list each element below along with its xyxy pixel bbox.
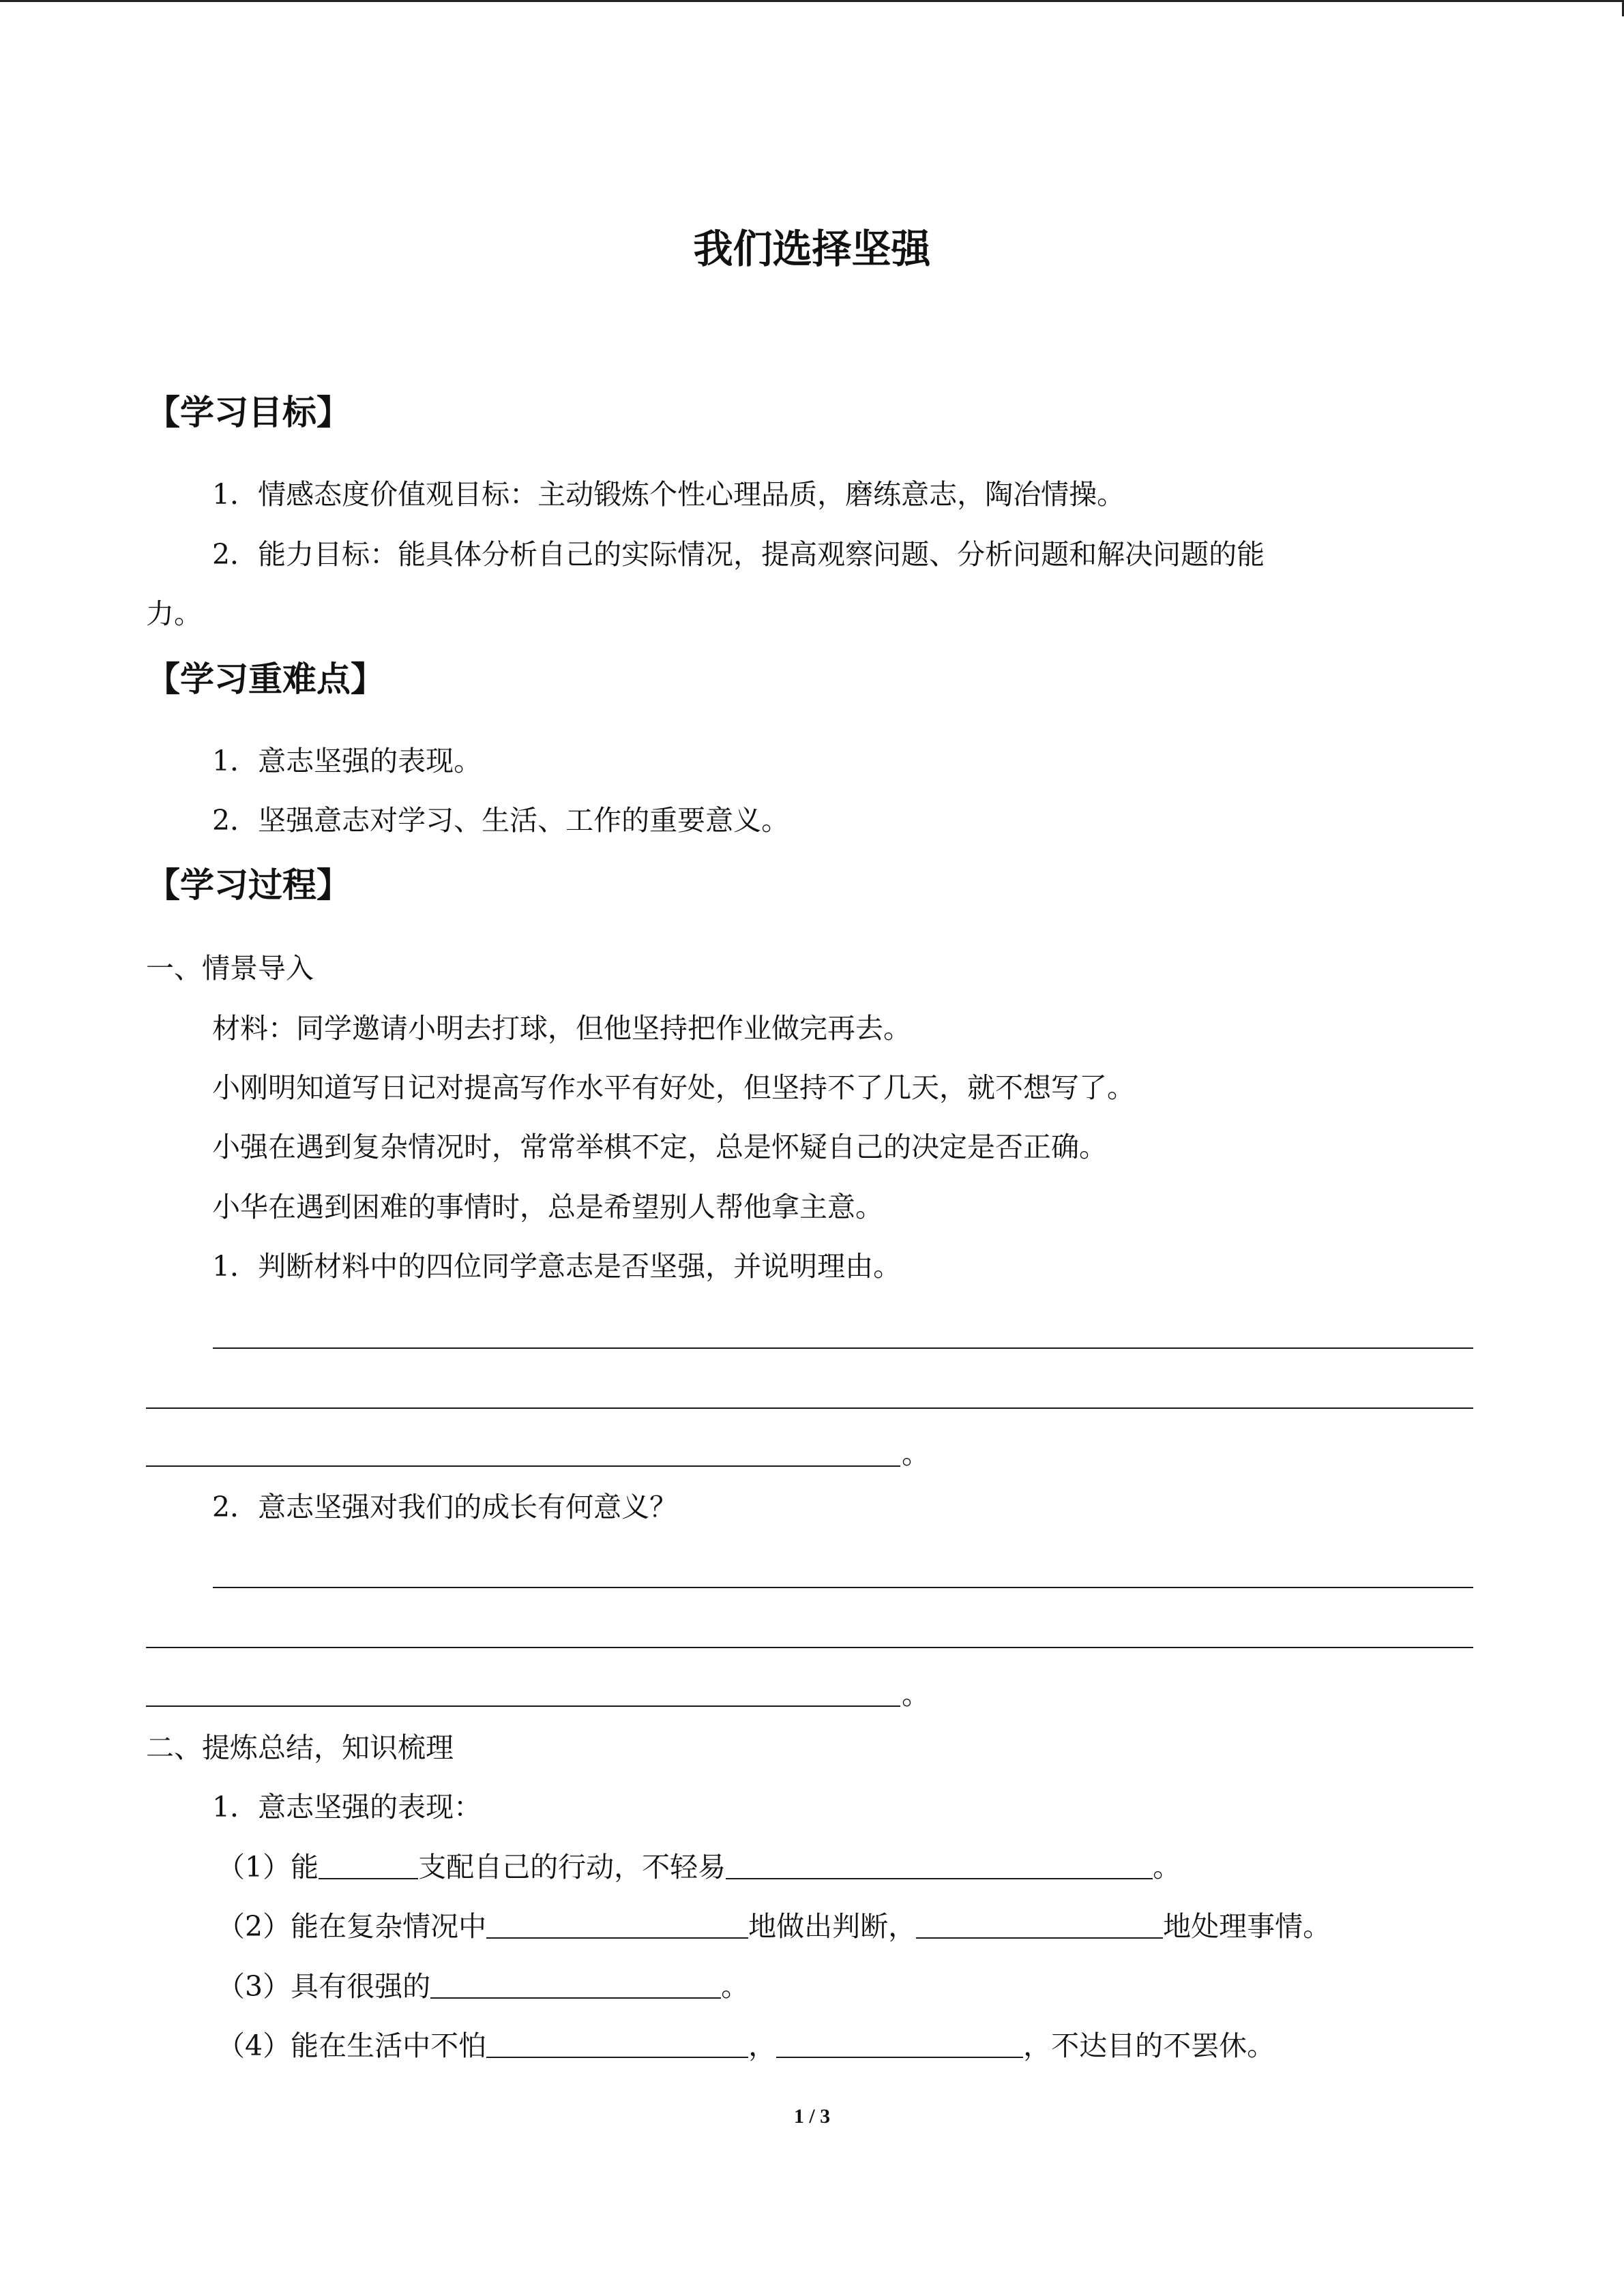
- fill-item-2: [217, 1910, 1331, 1943]
- answer-line[interactable]: [213, 1347, 1473, 1349]
- key-point-1: 1．意志坚强的表现。: [212, 745, 482, 777]
- case-xiaoqiang: 小强在遇到复杂情况时，常常举棋不定，总是怀疑自己的决定是否正确。: [212, 1131, 1107, 1163]
- fill-blank[interactable]: [916, 1913, 1163, 1939]
- answer-line[interactable]: [146, 1465, 900, 1467]
- fill-item-1: [217, 1853, 1181, 1881]
- fill-blank[interactable]: [726, 1853, 1153, 1879]
- fill-item-3: [217, 1970, 750, 2003]
- page-title: 我们选择坚强: [693, 226, 931, 272]
- objective-2-line2: 力。: [146, 597, 202, 630]
- fill-blank[interactable]: [486, 2032, 748, 2058]
- question-1: 1．判断材料中的四位同学意志是否坚强，并说明理由。: [212, 1250, 902, 1283]
- answer-line[interactable]: [146, 1705, 900, 1707]
- fill-4-prefix: （4）能在生活中不怕: [217, 2029, 487, 2062]
- fill-1-middle: 支配自己的行动，不轻易: [418, 1851, 726, 1883]
- section1-title: 一、情景导入: [146, 952, 314, 985]
- fill-1-end: 。: [1153, 1851, 1181, 1883]
- fill-blank[interactable]: [776, 2032, 1023, 2058]
- process-heading: 【学习过程】: [146, 865, 351, 905]
- case-xiaogang: 小刚明知道写日记对提高写作水平有好处，但坚持不了几天，就不想写了。: [212, 1071, 1135, 1104]
- fill-1-prefix: （1）能: [217, 1851, 319, 1883]
- fill-3-end: 。: [721, 1970, 750, 2003]
- key-point-2: 2．坚强意志对学习、生活、工作的重要意义。: [212, 804, 790, 837]
- fill-blank[interactable]: [486, 1913, 748, 1939]
- answer-line[interactable]: [146, 1407, 1473, 1409]
- answer-end-mark: 。: [902, 1678, 930, 1711]
- page-top-border: [0, 0, 1624, 2]
- fill-blank[interactable]: [430, 1973, 721, 1999]
- fill-2-prefix: （2）能在复杂情况中: [217, 1910, 487, 1943]
- fill-4-end: ，不达目的不罢休。: [1023, 2029, 1275, 2062]
- question-2: 2．意志坚强对我们的成长有何意义？: [212, 1491, 678, 1523]
- objectives-heading: 【学习目标】: [146, 393, 351, 432]
- fill-4-comma: ，: [748, 2029, 777, 2062]
- answer-line[interactable]: [146, 1647, 1473, 1648]
- objective-2-line1: 2．能力目标：能具体分析自己的实际情况，提高观察问题、分析问题和解决问题的能: [212, 538, 1265, 571]
- section2-sub1: 1．意志坚强的表现：: [212, 1791, 482, 1823]
- objective-1: 1．情感态度价值观目标：主动锻炼个性心理品质，磨练意志，陶冶情操。: [212, 478, 1125, 511]
- material-text: 材料：同学邀请小明去打球，但他坚持把作业做完再去。: [212, 1012, 911, 1045]
- key-points-heading: 【学习重难点】: [146, 659, 385, 699]
- page-number: 1 / 3: [793, 2105, 831, 2128]
- answer-line[interactable]: [213, 1587, 1473, 1588]
- fill-2-middle: 地做出判断，: [748, 1910, 917, 1943]
- fill-2-end: 地处理事情。: [1163, 1910, 1331, 1943]
- fill-blank[interactable]: [319, 1853, 418, 1879]
- fill-3-prefix: （3）具有很强的: [217, 1970, 431, 2003]
- section2-title: 二、提炼总结，知识梳理: [146, 1731, 454, 1764]
- case-xiaohua: 小华在遇到困难的事情时，总是希望别人帮他拿主意。: [212, 1191, 883, 1223]
- fill-item-4: [217, 2029, 1275, 2062]
- answer-end-mark: 。: [902, 1437, 930, 1470]
